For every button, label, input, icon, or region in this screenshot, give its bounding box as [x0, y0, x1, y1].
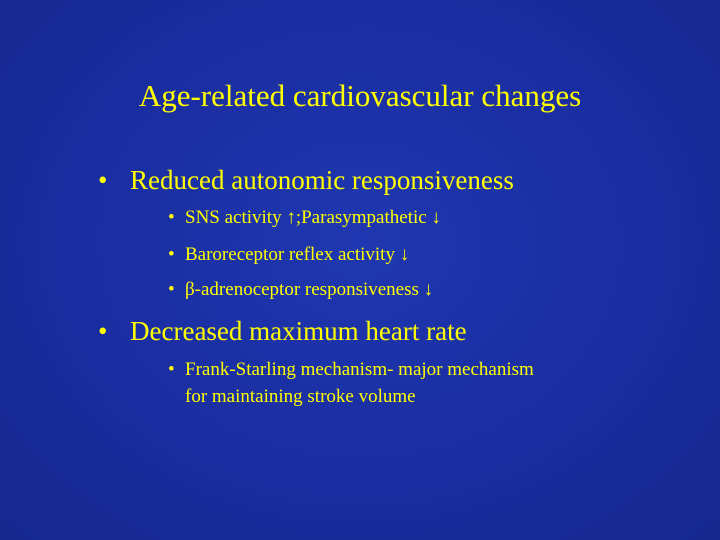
slide-title: Age-related cardiovascular changes: [138, 78, 582, 113]
bullet-marker: •: [98, 165, 108, 195]
sub-bullet-marker: •: [168, 359, 175, 380]
bullet-text: Reduced autonomic responsiveness: [130, 165, 514, 195]
sub-bullet-text: Frank-Starling mechanism- major mechanism: [185, 359, 534, 380]
sub-bullet-marker: •: [168, 244, 175, 265]
sub-bullet-text: Baroreceptor reflex activity ↓: [185, 244, 410, 265]
bullet-marker: •: [98, 316, 108, 346]
bullet-text: Decreased maximum heart rate: [130, 316, 467, 346]
sub-bullet-text: β-adrenoceptor responsiveness ↓: [185, 279, 434, 300]
sub-bullet-text: SNS activity ↑;Parasympathetic ↓: [185, 207, 441, 228]
sub-bullet-marker: •: [168, 279, 175, 300]
sub-bullet-marker: •: [168, 207, 175, 228]
sub-bullet-continuation: for maintaining stroke volume: [185, 386, 416, 407]
